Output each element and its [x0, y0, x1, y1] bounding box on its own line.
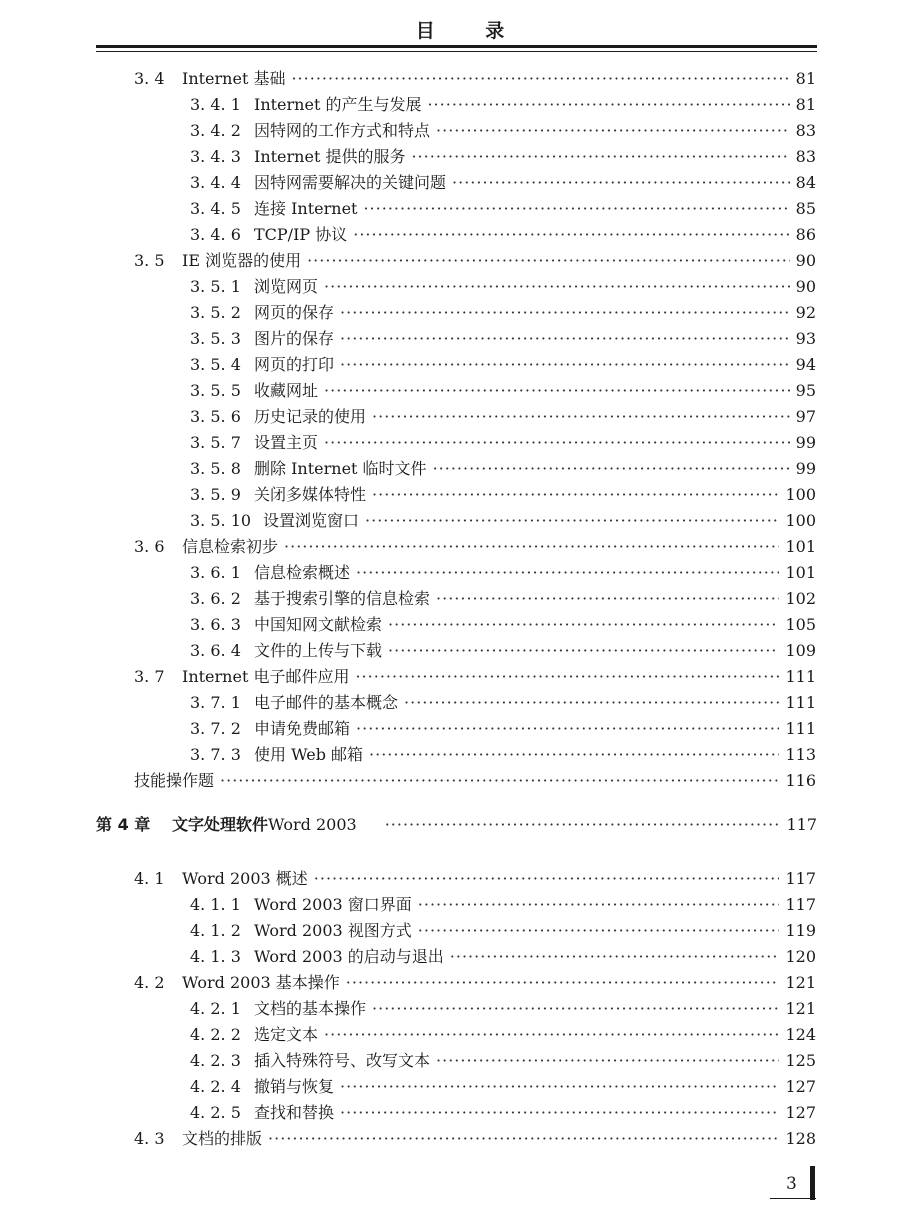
toc-leader [307, 248, 790, 274]
toc-number: 3. 7 [134, 667, 165, 686]
toc-page: 95 [795, 381, 816, 400]
toc-leader [372, 996, 779, 1022]
toc-entry-subsection[interactable] [190, 404, 816, 430]
toc-page: 111 [785, 693, 816, 712]
toc-number: 4. 1 [134, 869, 165, 888]
toc-leader [340, 300, 790, 326]
toc-page: 124 [785, 1025, 816, 1044]
toc-entry-subsection[interactable] [190, 456, 816, 482]
toc-title: 信息检索初步 [182, 537, 279, 556]
toc-entry-exercises[interactable] [134, 768, 816, 794]
toc-title: 技能操作题 [134, 771, 215, 790]
toc-entry-subsection[interactable] [190, 690, 816, 716]
toc-number: 4. 2. 2 [190, 1025, 241, 1044]
toc-number: 3. 5. 1 [190, 277, 241, 296]
toc-leader [363, 196, 789, 222]
toc-leader [340, 352, 790, 378]
toc-title: Word 2003 的启动与退出 [254, 947, 444, 966]
toc-title: 选定文本 [254, 1025, 319, 1044]
toc-entry-subsection[interactable] [190, 560, 816, 586]
toc-entry-section[interactable] [134, 66, 816, 92]
toc-title: 因特网的工作方式和特点 [254, 121, 431, 140]
toc-number: 3. 6 [134, 537, 165, 556]
toc-number: 3. 6. 2 [190, 589, 241, 608]
toc-entry-section[interactable] [134, 866, 816, 892]
toc-number: 4. 3 [134, 1129, 165, 1148]
toc-title: 信息检索概述 [254, 563, 351, 582]
toc-entry-subsection[interactable] [190, 944, 816, 970]
toc-leader [427, 92, 789, 118]
toc-entry-subsection[interactable] [190, 300, 816, 326]
toc-number: 3. 5. 3 [190, 329, 241, 348]
toc-entry-section[interactable] [134, 1126, 816, 1152]
toc-page: 84 [795, 173, 816, 192]
toc-number: 3. 4. 4 [190, 173, 241, 192]
toc-page: 83 [795, 147, 816, 166]
toc-number: 3. 5. 6 [190, 407, 241, 426]
toc-number: 3. 6. 1 [190, 563, 241, 582]
toc-number: 4. 1. 3 [190, 947, 241, 966]
header-rule-thin [96, 51, 817, 52]
toc-leader [385, 812, 781, 838]
toc-page: 117 [785, 895, 816, 914]
toc-entry-subsection[interactable] [190, 1048, 816, 1074]
toc-title: 网页的保存 [254, 303, 335, 322]
toc-leader [268, 1126, 779, 1152]
toc-leader [355, 664, 779, 690]
toc-leader [404, 690, 779, 716]
toc-leader [324, 378, 790, 404]
toc-leader [291, 66, 789, 92]
toc-title: 文档的基本操作 [254, 999, 367, 1018]
toc-entry-subsection[interactable] [190, 352, 816, 378]
toc-number: 3. 5. 9 [190, 485, 241, 504]
page-number-marker [810, 1166, 815, 1200]
page-number-underline [770, 1198, 816, 1199]
toc-title: Word 2003 视图方式 [254, 921, 412, 940]
toc-page: 90 [795, 277, 816, 296]
toc-entry-subsection[interactable] [190, 222, 816, 248]
toc-leader [418, 892, 780, 918]
toc-page: 99 [795, 433, 816, 452]
toc-title: 浏览网页 [254, 277, 319, 296]
toc-entry-section[interactable] [134, 248, 816, 274]
toc-entry-subsection[interactable] [190, 1100, 816, 1126]
toc-page: 116 [785, 771, 816, 790]
toc-entry-subsection[interactable] [190, 144, 816, 170]
toc-title: 网页的打印 [254, 355, 335, 374]
toc-chapter-title-strong: 文字处理软件 [172, 815, 269, 834]
toc-entry-subsection[interactable] [190, 326, 816, 352]
toc-entry-chapter[interactable] [96, 812, 817, 838]
toc-title: Word 2003 [268, 815, 357, 834]
toc-page: 93 [795, 329, 816, 348]
toc-page: 100 [785, 485, 816, 504]
header-rule-thick [96, 45, 817, 48]
toc-page: 128 [785, 1129, 816, 1148]
toc-page: 109 [785, 641, 816, 660]
toc-title: Word 2003 基本操作 [182, 973, 340, 992]
page-title: 目 录 [415, 20, 527, 42]
toc-title: IE 浏览器的使用 [182, 251, 302, 270]
toc-leader [324, 274, 790, 300]
toc-page: 119 [785, 921, 816, 940]
toc-title: 使用 Web 邮箱 [254, 745, 364, 764]
toc-number: 4. 1. 2 [190, 921, 241, 940]
toc-title: TCP/IP 协议 [254, 225, 348, 244]
toc-entry-subsection[interactable] [190, 274, 816, 300]
toc-leader [346, 970, 780, 996]
toc-page: 99 [795, 459, 816, 478]
toc-leader [340, 1074, 779, 1100]
toc-leader [356, 560, 779, 586]
toc-entry-subsection[interactable] [190, 742, 816, 768]
toc-page: 120 [785, 947, 816, 966]
toc-page: 94 [795, 355, 816, 374]
toc-leader [388, 612, 779, 638]
toc-entry-subsection[interactable] [190, 1074, 816, 1100]
toc-page: 92 [795, 303, 816, 322]
toc-leader [452, 170, 790, 196]
toc-leader [356, 716, 779, 742]
toc-page: 117 [785, 869, 816, 888]
toc-entry-subsection[interactable] [190, 996, 816, 1022]
toc-number: 4. 2. 4 [190, 1077, 241, 1096]
toc-title: 电子邮件的基本概念 [254, 693, 399, 712]
toc-page: 102 [785, 589, 816, 608]
toc-number: 4. 2. 3 [190, 1051, 241, 1070]
toc-leader [353, 222, 789, 248]
toc-entry-section[interactable] [134, 534, 816, 560]
toc-title: 收藏网址 [254, 381, 319, 400]
toc-leader [324, 1022, 779, 1048]
toc-leader [411, 144, 789, 170]
toc-leader [369, 742, 779, 768]
toc-title: Internet 提供的服务 [254, 147, 406, 166]
toc-title: 文件的上传与下载 [254, 641, 383, 660]
toc-entry-subsection[interactable] [190, 892, 816, 918]
toc-title: 连接 Internet [254, 199, 358, 218]
toc-leader [372, 404, 790, 430]
toc-title: 删除 Internet 临时文件 [254, 459, 427, 478]
toc-entry-section[interactable] [134, 970, 816, 996]
toc-entry-subsection[interactable] [190, 170, 816, 196]
toc-leader [436, 586, 779, 612]
toc-number: 3. 5. 4 [190, 355, 241, 374]
toc-number: 4. 2. 1 [190, 999, 241, 1018]
toc-title: 中国知网文献检索 [254, 615, 383, 634]
toc-number: 3. 5. 8 [190, 459, 241, 478]
toc-entry-subsection[interactable] [190, 586, 816, 612]
toc-title: Internet 电子邮件应用 [182, 667, 350, 686]
toc-entry-subsection[interactable] [190, 918, 816, 944]
toc-entry-subsection[interactable] [190, 612, 816, 638]
toc-title: 文档的排版 [182, 1129, 263, 1148]
toc-number: 3. 5. 7 [190, 433, 241, 452]
toc-chapter-number: 第 4 章 [96, 815, 151, 834]
toc-title: 查找和替换 [254, 1103, 335, 1122]
toc-number: 4. 1. 1 [190, 895, 241, 914]
toc-entry-subsection[interactable] [190, 92, 816, 118]
toc-leader [284, 534, 779, 560]
toc-title: Internet 的产生与发展 [254, 95, 422, 114]
toc-number: 3. 7. 2 [190, 719, 241, 738]
toc-page: 100 [785, 511, 816, 530]
toc-title: Internet 基础 [182, 69, 286, 88]
toc-leader [450, 944, 780, 970]
toc-title: 插入特殊符号、改写文本 [254, 1051, 431, 1070]
toc-page: 125 [785, 1051, 816, 1070]
toc-page: 105 [785, 615, 816, 634]
toc-entry-subsection[interactable] [190, 430, 816, 456]
toc-number: 4. 2. 5 [190, 1103, 241, 1122]
toc-leader [220, 768, 779, 794]
toc-number: 3. 4. 3 [190, 147, 241, 166]
toc-number: 3. 6. 4 [190, 641, 241, 660]
toc-entry-subsection[interactable] [190, 118, 816, 144]
toc-page: 83 [795, 121, 816, 140]
toc-page: 90 [795, 251, 816, 270]
toc-title: 关闭多媒体特性 [254, 485, 367, 504]
toc-entry-subsection[interactable] [190, 508, 816, 534]
toc-page: 121 [785, 973, 816, 992]
toc-entry-subsection[interactable] [190, 638, 816, 664]
toc-leader [436, 1048, 779, 1074]
toc-page: 85 [795, 199, 816, 218]
toc-leader [365, 508, 779, 534]
toc-number: 4. 2 [134, 973, 165, 992]
toc-title: 图片的保存 [254, 329, 335, 348]
toc-title: 申请免费邮箱 [254, 719, 351, 738]
toc-page: 113 [785, 745, 816, 764]
toc-title: Word 2003 概述 [182, 869, 308, 888]
toc-leader [433, 456, 790, 482]
toc-title: 设置浏览窗口 [263, 511, 360, 530]
toc-leader [324, 430, 790, 456]
toc-number: 3. 5 [134, 251, 165, 270]
toc-page: 111 [785, 719, 816, 738]
toc-page: 81 [795, 95, 816, 114]
toc-title: 因特网需要解决的关键问题 [254, 173, 447, 192]
toc-entry-subsection[interactable] [190, 378, 816, 404]
toc-number: 3. 4. 1 [190, 95, 241, 114]
toc-leader [314, 866, 780, 892]
toc-leader [340, 326, 790, 352]
toc-entry-subsection[interactable] [190, 196, 816, 222]
toc-page: 81 [795, 69, 816, 88]
toc-page: 101 [785, 537, 816, 556]
toc-page: 101 [785, 563, 816, 582]
toc-page: 111 [785, 667, 816, 686]
toc-number: 3. 5. 5 [190, 381, 241, 400]
toc-number: 3. 4 [134, 69, 165, 88]
toc-entry-subsection[interactable] [190, 716, 816, 742]
toc-title: Word 2003 窗口界面 [254, 895, 412, 914]
toc-entry-subsection[interactable] [190, 1022, 816, 1048]
toc-leader [388, 638, 779, 664]
toc-number: 3. 5. 10 [190, 511, 252, 530]
toc-title: 撤销与恢复 [254, 1077, 335, 1096]
toc-leader [372, 482, 779, 508]
toc-number: 3. 4. 5 [190, 199, 241, 218]
toc-number: 3. 5. 2 [190, 303, 241, 322]
toc-page: 117 [786, 815, 817, 834]
toc-page: 121 [785, 999, 816, 1018]
toc-number: 3. 4. 6 [190, 225, 241, 244]
toc-leader [436, 118, 790, 144]
toc-entry-subsection[interactable] [190, 482, 816, 508]
toc-title: 历史记录的使用 [254, 407, 367, 426]
toc-page: 127 [785, 1103, 816, 1122]
toc-leader [340, 1100, 779, 1126]
toc-page: 97 [795, 407, 816, 426]
page-number: 3 [786, 1174, 797, 1194]
toc-title: 设置主页 [254, 433, 319, 452]
toc-page: 127 [785, 1077, 816, 1096]
toc-leader [418, 918, 780, 944]
toc-number: 3. 6. 3 [190, 615, 241, 634]
toc-page: 86 [795, 225, 816, 244]
toc-number: 3. 7. 1 [190, 693, 241, 712]
toc-title: 基于搜索引擎的信息检索 [254, 589, 431, 608]
toc-entry-section[interactable] [134, 664, 816, 690]
toc-number: 3. 4. 2 [190, 121, 241, 140]
toc-number: 3. 7. 3 [190, 745, 241, 764]
